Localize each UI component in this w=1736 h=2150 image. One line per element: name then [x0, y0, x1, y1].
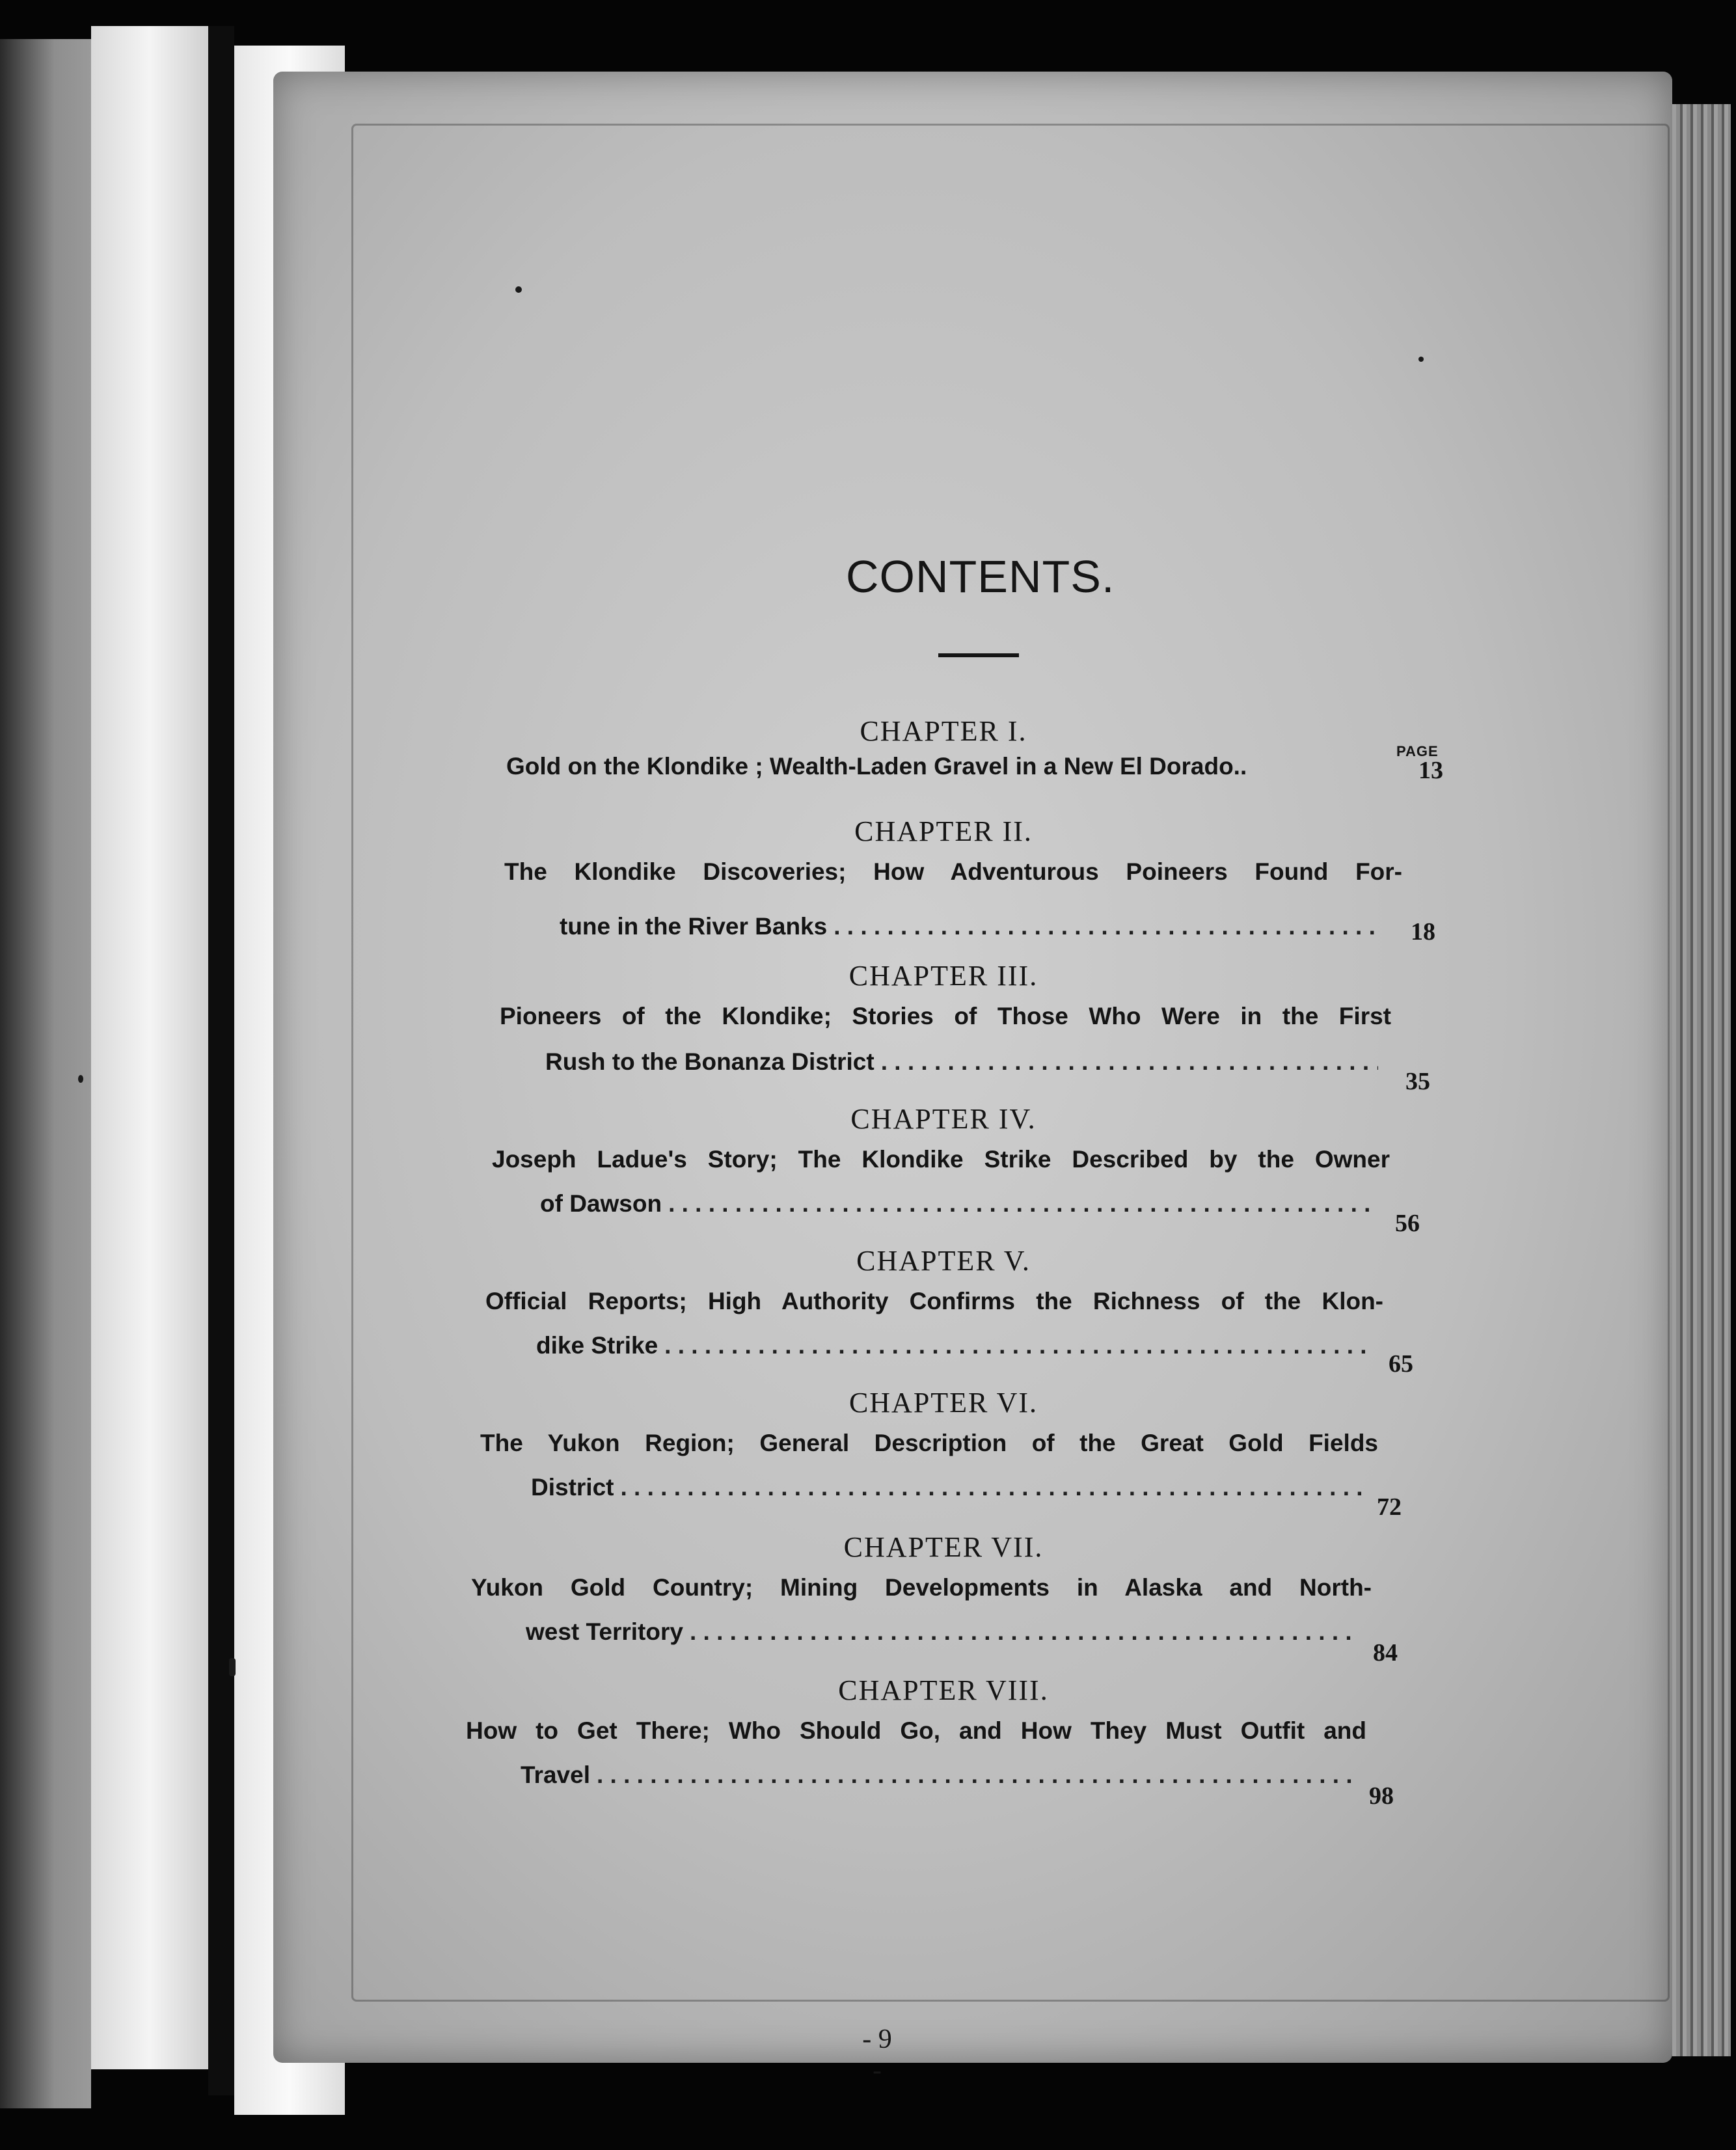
- chapter-entry-line: The Klondike Discoveries; How Adventurous Poineers Found For-: [504, 858, 1402, 885]
- chapter-page-number: 13: [1418, 757, 1443, 784]
- chapter-entry-line-text: Travel: [521, 1762, 590, 1788]
- chapter-entry-line: [536, 1327, 1376, 1364]
- chapter-page-number: 18: [1411, 918, 1435, 946]
- leader-dots: [597, 1757, 1353, 1793]
- adjacent-page-edge: [0, 39, 91, 2108]
- chapter-entry-line-text: of Dawson: [540, 1190, 662, 1217]
- title-rule: [938, 653, 1019, 657]
- gutter-gap: [208, 26, 234, 2095]
- scan-speck: [1418, 357, 1424, 362]
- chapter-entry-line: Joseph Ladue's Story; The Klondike Strike Described by the Owner: [492, 1146, 1390, 1173]
- contents-title: CONTENTS.: [846, 551, 1115, 602]
- chapter-entry-line: Gold on the Klondike ; Wealth-Laden Gravel in a New El Dorado..: [506, 753, 1247, 780]
- chapter-entry-line: [531, 1469, 1370, 1506]
- chapter-entry-line: [545, 1044, 1385, 1080]
- chapter-entry-line: Yukon Gold Country; Mining Developments in Alaska and North-: [471, 1574, 1372, 1601]
- page-column-label: PAGE: [1396, 743, 1439, 759]
- chapter-heading: CHAPTER VIII.: [838, 1674, 1049, 1706]
- leader-dots: [664, 1327, 1369, 1364]
- chapter-heading: CHAPTER I.: [860, 715, 1027, 747]
- book-spine-strip: [91, 26, 208, 2069]
- chapter-page-number: 84: [1373, 1639, 1398, 1667]
- chapter-page-number: 98: [1369, 1782, 1394, 1810]
- chapter-heading: CHAPTER V.: [856, 1245, 1031, 1277]
- leader-dots: [834, 908, 1379, 945]
- chapter-entry-line-text: tune in the River Banks: [560, 913, 828, 940]
- chapter-entry-line-text: west Territory: [526, 1618, 683, 1645]
- chapter-entry-line-text: Rush to the Bonanza District: [545, 1048, 875, 1075]
- chapter-page-number: 56: [1395, 1210, 1420, 1237]
- chapter-entry-line: Pioneers of the Klondike; Stories of Those Who Were in the First: [500, 1003, 1391, 1029]
- scan-speck: [78, 1075, 83, 1083]
- leader-dots: [620, 1469, 1364, 1506]
- chapter-entry-line: [560, 908, 1386, 945]
- leader-dots: [668, 1186, 1373, 1222]
- leader-dots: [881, 1044, 1378, 1080]
- chapter-page-number: 72: [1377, 1493, 1402, 1521]
- chapter-page-number: 65: [1389, 1350, 1413, 1378]
- chapter-heading: CHAPTER II.: [854, 815, 1033, 847]
- chapter-heading: CHAPTER VII.: [843, 1531, 1044, 1563]
- chapter-entry-line: [526, 1614, 1365, 1650]
- chapter-page-number: 35: [1405, 1068, 1430, 1095]
- page-folio: - 9 -: [862, 2024, 892, 2086]
- chapter-entry-line: [540, 1186, 1379, 1222]
- chapter-entry-line: Official Reports; High Authority Confirms the Richness of the Klon-: [485, 1288, 1383, 1314]
- chapter-entry-line-text: District: [531, 1474, 614, 1501]
- chapter-entry-line: [521, 1757, 1360, 1793]
- chapter-entry-line: The Yukon Region; General Description of the Great Gold Fields: [480, 1430, 1378, 1456]
- chapter-heading: CHAPTER IV.: [850, 1103, 1037, 1135]
- scan-speck: [515, 286, 522, 293]
- scan-speck: [229, 1658, 236, 1676]
- chapter-entry-line: How to Get There; Who Should Go, and How They Must Outfit and: [466, 1717, 1366, 1744]
- chapter-heading: CHAPTER VI.: [848, 1387, 1038, 1419]
- chapter-entry-line-text: dike Strike: [536, 1332, 658, 1359]
- leader-dots: [690, 1614, 1359, 1650]
- page-edges: [1666, 104, 1731, 2056]
- chapter-heading: CHAPTER III.: [848, 960, 1038, 992]
